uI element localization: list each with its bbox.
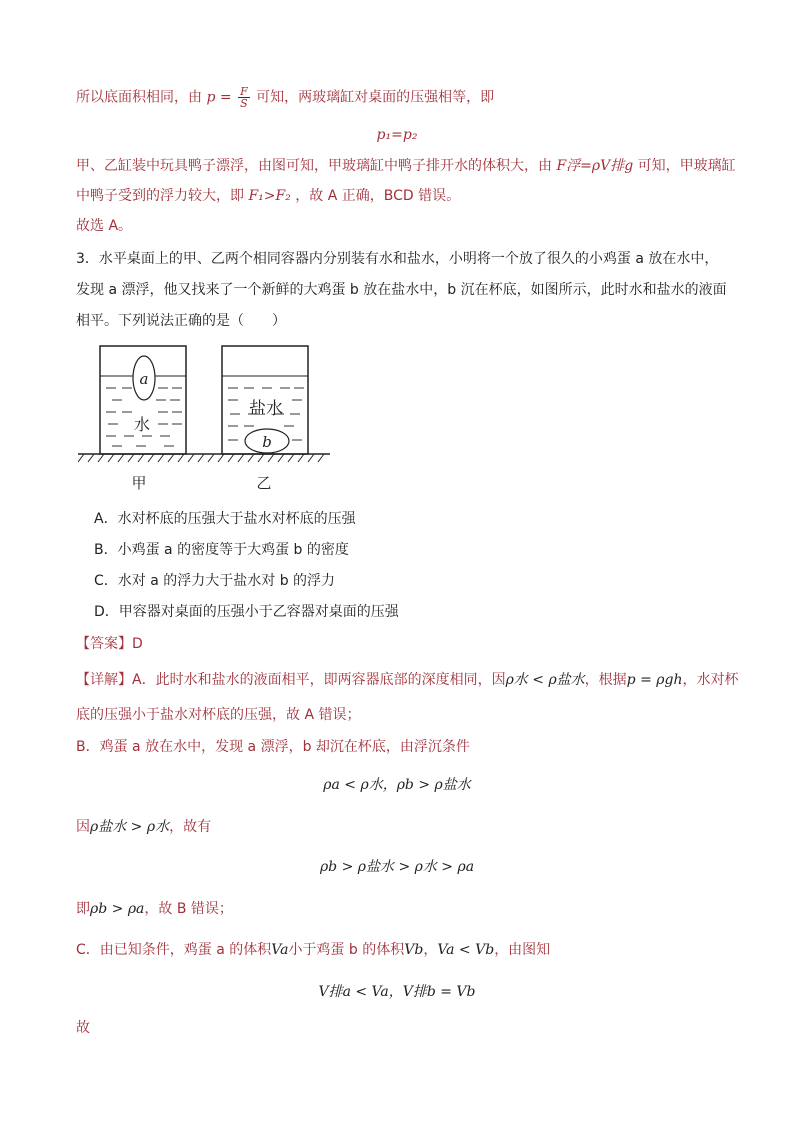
option-b: B．小鸡蛋 a 的密度等于大鸡蛋 b 的密度 xyxy=(94,542,349,558)
option-a: A．水对杯底的压强大于盐水对杯底的压强 xyxy=(94,511,356,527)
detail-b-line-2: 因ρ盐水 > ρ水，故有 xyxy=(76,819,212,835)
detail-b-equation-1: ρa < ρ水，ρb > ρ盐水 xyxy=(323,777,471,793)
answer-value: D xyxy=(132,636,143,652)
question-line-1: 3．水平桌面上的甲、乙两个相同容器内分别装有水和盐水，小明将一个放了很久的小鸡蛋 a 放在水中， xyxy=(76,251,719,267)
question-line-2: 发现 a 漂浮，他又找来了一个新鲜的大鸡蛋 b 放在盐水中，b 沉在杯底，如图所示，此时水和盐水的液面 xyxy=(76,282,727,298)
answer-line xyxy=(76,633,726,655)
detail-a-line-2: 底的压强小于盐水对杯底的压强，故 A 错误； xyxy=(76,707,361,723)
fraction-f-over-s: $\frac{F}{S}$ xyxy=(240,85,248,110)
equal-pressure-formula: p₁=p₂ xyxy=(376,127,418,143)
detail-a-line-1: 【详解】A．此时水和盐水的液面相平，即两容器底部的深度相同，因ρ水 < ρ盐水，根据p = ρgh，水对杯 xyxy=(76,672,739,688)
option-c: C．水对 a 的浮力大于盐水对 b 的浮力 xyxy=(94,573,336,589)
liquid-water-label: 水 xyxy=(133,415,151,434)
egg-a-label: a xyxy=(139,370,149,388)
option-d: D．甲容器对桌面的压强小于乙容器对桌面的压强 xyxy=(94,604,399,620)
prev-solution-line-1: 所以底面积相同，由 p = $\frac{F}{S}$ 可知，两玻璃缸对桌面的压强相等，即 xyxy=(76,85,495,110)
answer-tag: 【答案】 xyxy=(76,636,132,652)
detail-c-equation: V排a < Va，V排b = Vb xyxy=(318,984,476,1000)
detail-tag: 【详解】 xyxy=(76,672,132,688)
detail-c-line-1: C．由已知条件，鸡蛋 a 的体积Va小于鸡蛋 b 的体积Vb，Va < Vb，由图知 xyxy=(76,942,551,958)
prev-solution-line-3: 中鸭子受到的浮力较大，即 F₁>F₂ ，故 A 正确，BCD 错误。 xyxy=(76,188,461,204)
containers-figure xyxy=(78,342,338,492)
prev-solution-line-2: 甲、乙缸装中玩具鸭子漂浮，由图可知，甲玻璃缸中鸭子排开水的体积大，由 F浮=ρV排g 可知，甲玻璃缸 xyxy=(76,158,736,174)
detail-b-line-3: 即ρb > ρa，故 B 错误； xyxy=(76,901,233,917)
container-left-label: 甲 xyxy=(131,474,147,492)
egg-b-label: b xyxy=(262,433,272,451)
prev-solution-conclusion: 故选 A。 xyxy=(76,218,133,234)
detail-b-line-1: B．鸡蛋 a 放在水中，发现 a 漂浮，b 却沉在杯底，由浮沉条件 xyxy=(76,739,470,755)
liquid-brine-label: 盐水 xyxy=(249,399,283,419)
detail-b-equation-2: ρb > ρ盐水 > ρ水 > ρa xyxy=(319,859,475,875)
question-line-3: 相平。下列说法正确的是（ ） xyxy=(76,313,286,329)
container-right-label: 乙 xyxy=(256,474,272,492)
ground-hatch xyxy=(78,454,324,462)
detail-therefore: 故 xyxy=(76,1020,90,1036)
